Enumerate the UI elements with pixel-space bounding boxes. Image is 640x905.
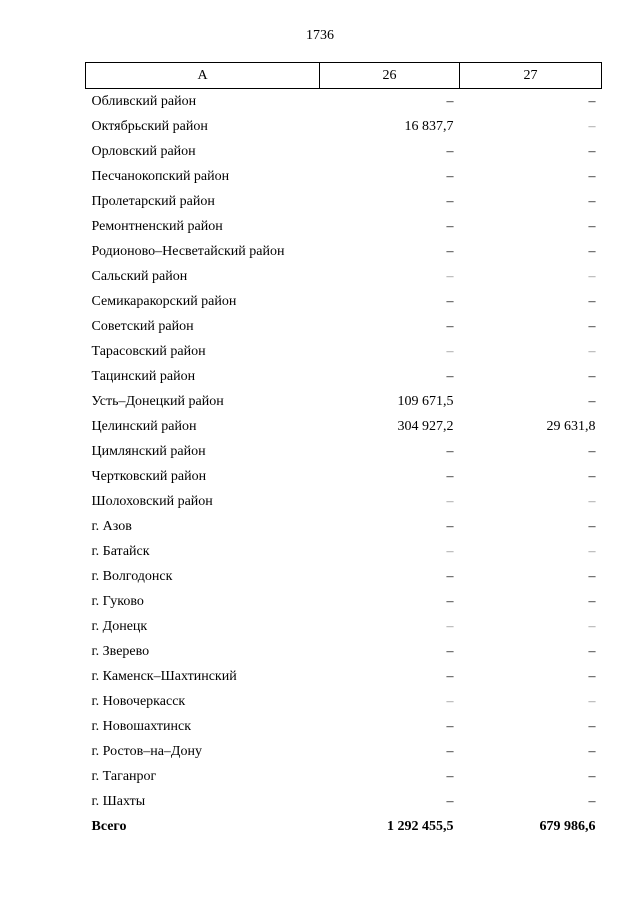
table-row — [86, 639, 602, 664]
row-value-27-cell: – — [588, 768, 596, 784]
row-value-26-cell: – — [446, 593, 454, 609]
row-name-cell: Орловский район — [91, 143, 196, 159]
row-value-26-cell: – — [446, 93, 454, 109]
row-value-26-cell: – — [446, 718, 454, 734]
table-row — [86, 164, 602, 189]
row-value-27-cell: – — [588, 93, 596, 109]
row-value-26-cell: – — [446, 493, 454, 509]
table-row — [86, 314, 602, 339]
row-value-27-cell: – — [588, 368, 596, 384]
row-value-27-cell: – — [588, 593, 596, 609]
row-name-cell: Тацинский район — [91, 368, 196, 384]
table-row — [86, 214, 602, 239]
row-name-cell: Тарасовский район — [91, 343, 206, 359]
row-value-26-cell: – — [446, 168, 454, 184]
row-value-27-cell: – — [588, 393, 596, 409]
row-name-cell: Октябрьский район — [91, 118, 208, 134]
row-value-27-cell: – — [588, 243, 596, 259]
row-value-27-cell: – — [588, 218, 596, 234]
row-value-27-cell: – — [588, 268, 596, 284]
table-row — [86, 114, 602, 139]
table-row — [86, 589, 602, 614]
row-value-26-cell: – — [446, 568, 454, 584]
row-value-26-cell: – — [446, 343, 454, 359]
row-name-cell: г. Зверево — [91, 643, 150, 659]
table-row — [86, 189, 602, 214]
row-value-27-cell: – — [588, 168, 596, 184]
total-row — [86, 814, 602, 839]
row-name-cell: Шолоховский район — [91, 493, 213, 509]
row-value-27-cell: 29 631,8 — [546, 418, 596, 434]
row-value-26-cell: 109 671,5 — [397, 393, 454, 409]
table-row — [86, 364, 602, 389]
row-name-cell: г. Новочеркасск — [91, 693, 186, 709]
row-value-27-cell: – — [588, 293, 596, 309]
row-value-27-cell: – — [588, 743, 596, 759]
row-value-26-cell: – — [446, 368, 454, 384]
row-value-27-cell: – — [588, 793, 596, 809]
row-value-27-cell: – — [588, 493, 596, 509]
row-value-26-cell: 304 927,2 — [397, 418, 454, 434]
table-row — [86, 389, 602, 414]
table-row — [86, 289, 602, 314]
row-name-cell: Песчанокопский район — [91, 168, 230, 184]
table-row — [86, 489, 602, 514]
table-row — [86, 239, 602, 264]
row-value-27-cell: – — [588, 568, 596, 584]
row-value-26-cell: – — [446, 643, 454, 659]
row-value-27-cell: – — [588, 693, 596, 709]
column-header-a: А — [86, 63, 320, 89]
total-label: Всего — [91, 818, 127, 834]
row-name-cell: г. Донецк — [91, 618, 148, 634]
row-value-27-cell: – — [588, 193, 596, 209]
table-row — [86, 464, 602, 489]
row-name-cell: г. Волгодонск — [91, 568, 173, 584]
row-name-cell: Целинский район — [91, 418, 197, 434]
row-value-26-cell: – — [446, 543, 454, 559]
row-name-cell: г. Каменск–Шахтинский — [91, 668, 237, 684]
table-row — [86, 664, 602, 689]
row-name-cell: г. Ростов–на–Дону — [91, 743, 202, 759]
table-row — [86, 764, 602, 789]
table-header-row — [86, 63, 602, 89]
row-value-26-cell: – — [446, 293, 454, 309]
row-value-26-cell: – — [446, 268, 454, 284]
row-name-cell: г. Новошахтинск — [91, 718, 192, 734]
row-value-26-cell: – — [446, 218, 454, 234]
row-name-cell: Цимлянский район — [91, 443, 206, 459]
row-name-cell: Семикаракорский район — [91, 293, 237, 309]
table-row — [86, 139, 602, 164]
row-value-26-cell: – — [446, 443, 454, 459]
column-header-27: 27 — [460, 63, 602, 89]
row-value-26-cell: 16 837,7 — [404, 118, 454, 134]
row-value-26-cell: – — [446, 668, 454, 684]
row-value-27-cell: – — [588, 468, 596, 484]
table-row — [86, 739, 602, 764]
row-value-26-cell: – — [446, 768, 454, 784]
row-name-cell: Пролетарский район — [91, 193, 215, 209]
row-value-26-cell: – — [446, 693, 454, 709]
table-row — [86, 689, 602, 714]
row-value-26-cell: – — [446, 318, 454, 334]
row-value-26-cell: – — [446, 193, 454, 209]
row-value-27-cell: – — [588, 343, 596, 359]
total-value-27: 679 986,6 — [539, 818, 596, 834]
row-name-cell: Родионово–Несветайский район — [91, 243, 285, 259]
row-name-cell: Усть–Донецкий район — [91, 393, 224, 409]
budget-table — [85, 62, 602, 839]
row-value-27-cell: – — [588, 518, 596, 534]
table-row — [86, 564, 602, 589]
row-name-cell: Сальский район — [91, 268, 188, 284]
table-row — [86, 414, 602, 439]
row-value-26-cell: – — [446, 618, 454, 634]
table-row — [86, 714, 602, 739]
row-name-cell: Обливский район — [91, 93, 197, 109]
row-value-26-cell: – — [446, 743, 454, 759]
row-value-26-cell: – — [446, 468, 454, 484]
row-value-27-cell: – — [588, 643, 596, 659]
table-row — [86, 789, 602, 814]
row-value-27-cell: – — [588, 118, 596, 134]
row-value-27-cell: – — [588, 318, 596, 334]
row-name-cell: Ремонтненский район — [91, 218, 223, 234]
row-value-27-cell: – — [588, 668, 596, 684]
row-name-cell: г. Батайск — [91, 543, 150, 559]
row-value-27-cell: – — [588, 618, 596, 634]
table-row — [86, 339, 602, 364]
table-row — [86, 614, 602, 639]
row-value-26-cell: – — [446, 143, 454, 159]
column-header-26: 26 — [320, 63, 460, 89]
table-row — [86, 439, 602, 464]
row-name-cell: Чертковский район — [91, 468, 207, 484]
table-row — [86, 264, 602, 289]
row-value-27-cell: – — [588, 718, 596, 734]
table-row — [86, 89, 602, 115]
row-name-cell: г. Таганрог — [91, 768, 157, 784]
row-value-27-cell: – — [588, 543, 596, 559]
table-row — [86, 539, 602, 564]
row-name-cell: г. Азов — [91, 518, 132, 534]
row-name-cell: г. Гуково — [91, 593, 144, 609]
row-value-26-cell: – — [446, 518, 454, 534]
page-number: 1736 — [306, 28, 334, 43]
row-name-cell: Советский район — [91, 318, 194, 334]
row-value-27-cell: – — [588, 443, 596, 459]
row-value-26-cell: – — [446, 243, 454, 259]
row-value-26-cell: – — [446, 793, 454, 809]
row-value-27-cell: – — [588, 143, 596, 159]
total-value-26: 1 292 455,5 — [387, 818, 454, 834]
table-row — [86, 514, 602, 539]
row-name-cell: г. Шахты — [91, 793, 146, 809]
